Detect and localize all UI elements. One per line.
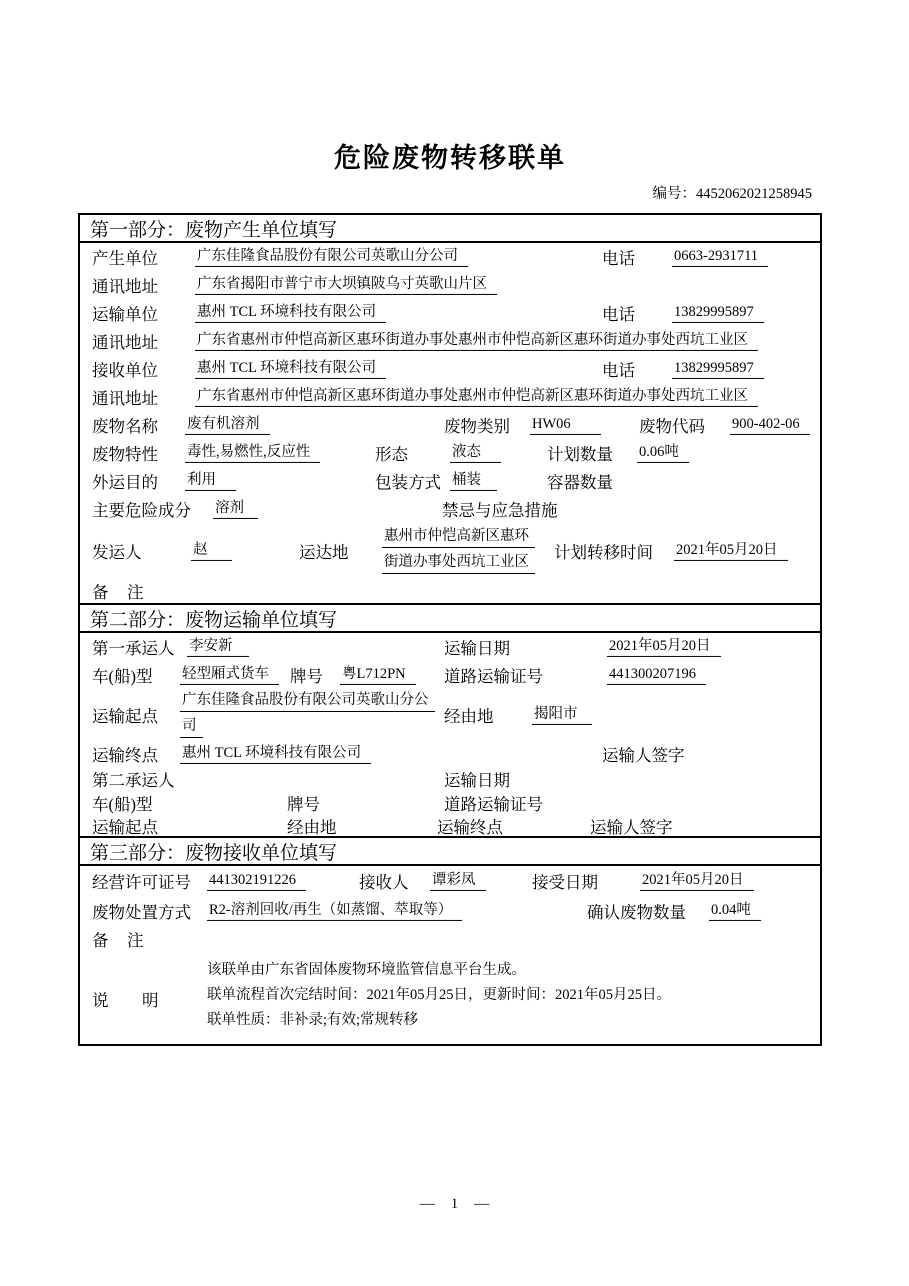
road-permit1-value <box>607 665 706 685</box>
waste-name-value <box>185 415 270 435</box>
note-line1: 该联单由广东省固体废物环境监管信息平台生成。 <box>207 962 526 978</box>
packaging-label: 包装方式 <box>375 473 441 492</box>
hazard-text: 溶剂 <box>213 499 258 519</box>
waste-code-value <box>730 415 810 435</box>
road-permit2-label: 道路运输证号 <box>444 795 543 814</box>
vehicle-type1-label: 车(船)型 <box>92 667 153 686</box>
confirmed-qty-label: 确认废物数量 <box>587 903 686 922</box>
section1-header: 第一部分：废物产生单位填写 <box>80 215 820 243</box>
receiver-phone-label: 电话 <box>602 361 635 380</box>
producer-phone-text: 0663-2931711 <box>672 247 768 267</box>
receiver-person-text: 谭彩凤 <box>430 871 486 891</box>
purpose-text: 利用 <box>185 471 236 491</box>
packaging-text: 桶装 <box>450 471 497 491</box>
planned-qty-text: 0.06吨 <box>637 443 689 463</box>
transporter-address-label: 通讯地址 <box>92 333 158 352</box>
receiver-address-label: 通讯地址 <box>92 389 158 408</box>
terminal2-label: 运输终点 <box>437 817 503 837</box>
row-consignor <box>80 523 820 578</box>
note-line2: 联单流程首次完结时间：2021年05月25日，更新时间：2021年05月25日。 <box>207 987 671 1003</box>
row-waste-property <box>80 439 820 467</box>
origin1-label: 运输起点 <box>92 707 158 726</box>
note-label-char2: 明 <box>142 991 159 1010</box>
emergency-label: 禁忌与应急措施 <box>442 501 558 520</box>
planned-date-value <box>674 540 788 560</box>
waste-category-label: 废物类别 <box>444 417 510 436</box>
producer-phone-value <box>672 247 768 267</box>
receiver-address-text: 广东省惠州市仲恺高新区惠环街道办事处惠州市仲恺高新区惠环街道办事处西坑工业区 <box>195 387 758 407</box>
producer-address-text: 广东省揭阳市普宁市大坝镇陂乌寸英歌山片区 <box>195 275 497 295</box>
receiver-person-value <box>430 871 486 891</box>
waste-name-text: 废有机溶剂 <box>185 415 270 435</box>
receive-date-label: 接受日期 <box>532 873 598 892</box>
waste-code-text: 900-402-06 <box>730 415 810 435</box>
confirmed-qty-value <box>709 901 761 921</box>
destination-value <box>382 527 535 579</box>
consignor-text: 赵 <box>191 540 232 560</box>
waste-name-label: 废物名称 <box>92 417 158 436</box>
row-carrier1 <box>80 633 820 661</box>
receiver-address-value <box>195 387 758 407</box>
document-title: 危险废物转移联单 <box>334 143 566 173</box>
signature2-label: 运输人签字 <box>590 817 673 837</box>
road-permit1-text: 441300207196 <box>607 665 706 685</box>
receiver-person-label: 接收人 <box>359 873 409 892</box>
section2-header: 第二部分：废物运输单位填写 <box>80 603 820 633</box>
transport-date1-label: 运输日期 <box>444 639 510 658</box>
receiver-phone-value <box>672 359 764 379</box>
page-number-value: 1 <box>450 1196 459 1212</box>
receiver-phone-text: 13829995897 <box>672 359 764 379</box>
receiver-label: 接收单位 <box>92 361 158 380</box>
transporter-label: 运输单位 <box>92 305 158 324</box>
row-note <box>80 952 820 1046</box>
waste-code-label: 废物代码 <box>639 417 705 436</box>
row-origin2 <box>80 815 820 836</box>
license-label: 经营许可证号 <box>92 873 191 892</box>
producer-address-label: 通讯地址 <box>92 277 158 296</box>
packaging-value <box>450 471 497 491</box>
note-line3: 联单性质：非补录;有效;常规转移 <box>207 1012 419 1028</box>
page-dash-left: — <box>419 1196 435 1212</box>
receiver-value <box>195 359 386 379</box>
terminal1-value <box>180 744 371 764</box>
transporter-address-text: 广东省惠州市仲恺高新区惠环街道办事处惠州市仲恺高新区惠环街道办事处西坑工业区 <box>195 331 758 351</box>
via1-label: 经由地 <box>444 707 494 726</box>
transporter-phone-value <box>672 303 764 323</box>
row-receiver-address <box>80 383 820 411</box>
waste-property-label: 废物特性 <box>92 445 158 464</box>
carrier1-label: 第一承运人 <box>92 639 175 658</box>
plate2-label: 牌号 <box>287 795 320 814</box>
confirmed-qty-text: 0.04吨 <box>709 901 761 921</box>
producer-value-text: 广东佳隆食品股份有限公司英歌山分公司 <box>195 247 468 267</box>
transporter-phone-label: 电话 <box>602 305 635 324</box>
hazard-value <box>213 499 258 519</box>
vehicle-type2-label: 车(船)型 <box>92 795 153 814</box>
consignor-label: 发运人 <box>92 542 142 562</box>
row-producer-address <box>80 271 820 299</box>
origin1-value <box>180 691 435 743</box>
waste-property-text: 毒性,易燃性,反应性 <box>185 443 320 463</box>
carrier1-text: 李安新 <box>187 637 249 657</box>
road-permit1-label: 道路运输证号 <box>444 667 543 686</box>
origin1-line1: 广东佳隆食品股份有限公司英歌山分公 <box>180 691 435 712</box>
transport-date1-text: 2021年05月20日 <box>607 637 721 657</box>
section3-header: 第三部分：废物接收单位填写 <box>80 836 820 866</box>
vehicle-type1-text: 轻型厢式货车 <box>180 665 279 685</box>
terminal1-text: 惠州 TCL 环境科技有限公司 <box>180 744 371 764</box>
row-transporter <box>80 299 820 327</box>
terminal1-label: 运输终点 <box>92 746 158 765</box>
producer-address-value <box>195 275 497 295</box>
planned-qty-value <box>637 443 689 463</box>
carrier2-label: 第二承运人 <box>92 771 175 790</box>
remark-label-char2: 注 <box>127 582 144 602</box>
via1-text: 揭阳市 <box>532 705 592 725</box>
via2-label: 经由地 <box>287 817 337 837</box>
row-carrier2 <box>80 767 820 791</box>
origin2-label: 运输起点 <box>92 817 158 837</box>
form-value <box>450 443 501 463</box>
row-terminal1 <box>80 741 820 767</box>
planned-date-label: 计划转移时间 <box>554 542 653 562</box>
row-producer <box>80 243 820 271</box>
receive-date-value <box>640 871 754 891</box>
row-remark-s1 <box>80 578 820 603</box>
row-purpose <box>80 467 820 495</box>
receive-date-text: 2021年05月20日 <box>640 871 754 891</box>
plate1-label: 牌号 <box>290 667 323 686</box>
note-label-char1: 说 <box>92 991 109 1010</box>
row-disposal <box>80 896 820 926</box>
container-qty-label: 容器数量 <box>547 473 613 492</box>
license-value <box>207 871 306 891</box>
consignor-value <box>191 540 232 560</box>
row-vehicle1 <box>80 661 820 689</box>
row-remark-s3 <box>80 926 820 952</box>
row-vehicle2 <box>80 791 820 815</box>
row-license <box>80 866 820 896</box>
transport-date2-label: 运输日期 <box>444 771 510 790</box>
transporter-value <box>195 303 386 323</box>
plate1-value <box>340 665 416 685</box>
carrier1-value <box>187 637 249 657</box>
signature1-label: 运输人签字 <box>602 746 685 765</box>
via1-value <box>532 705 592 725</box>
plate1-text: 粤L712PN <box>340 665 416 685</box>
destination-label: 运达地 <box>299 542 349 562</box>
row-transporter-address <box>80 327 820 355</box>
transporter-value-text: 惠州 TCL 环境科技有限公司 <box>195 303 386 323</box>
form-label: 形态 <box>375 445 408 464</box>
row-receiver <box>80 355 820 383</box>
planned-date-text: 2021年05月20日 <box>674 540 788 560</box>
producer-label: 产生单位 <box>92 249 158 268</box>
row-hazard <box>80 495 820 523</box>
transfer-form-table <box>78 213 822 1046</box>
transport-date1-value <box>607 637 721 657</box>
disposal-value <box>207 901 462 921</box>
disposal-text: R2-溶剂回收/再生（如蒸馏、萃取等） <box>207 901 462 921</box>
remark-s3-char1: 备 <box>92 931 109 950</box>
destination-line1: 惠州市仲恺高新区惠环 <box>382 527 535 548</box>
page-dash-right: — <box>474 1196 490 1212</box>
producer-phone-label: 电话 <box>602 249 635 268</box>
note-content <box>207 958 671 1033</box>
vehicle-type1-value <box>180 665 279 685</box>
hazard-label: 主要危险成分 <box>92 501 191 520</box>
license-text: 441302191226 <box>207 871 306 891</box>
form-text: 液态 <box>450 443 501 463</box>
purpose-label: 外运目的 <box>92 473 158 492</box>
planned-qty-label: 计划数量 <box>547 445 613 464</box>
page-number <box>0 1196 909 1213</box>
purpose-value <box>185 471 236 491</box>
serial-number: 编号：4452062021258945 <box>652 186 812 202</box>
producer-value <box>195 247 468 267</box>
waste-category-value <box>530 415 601 435</box>
disposal-label: 废物处置方式 <box>92 903 191 922</box>
transporter-address-value <box>195 331 758 351</box>
waste-property-value <box>185 443 320 463</box>
waste-category-text: HW06 <box>530 415 601 435</box>
destination-line2: 街道办事处西坑工业区 <box>382 553 535 574</box>
row-waste-name <box>80 411 820 439</box>
receiver-value-text: 惠州 TCL 环境科技有限公司 <box>195 359 386 379</box>
transporter-phone-text: 13829995897 <box>672 303 764 323</box>
origin1-line2: 司 <box>180 717 203 738</box>
remark-s3-char2: 注 <box>127 931 144 950</box>
remark-label-char1: 备 <box>92 582 109 602</box>
row-origin1 <box>80 689 820 741</box>
